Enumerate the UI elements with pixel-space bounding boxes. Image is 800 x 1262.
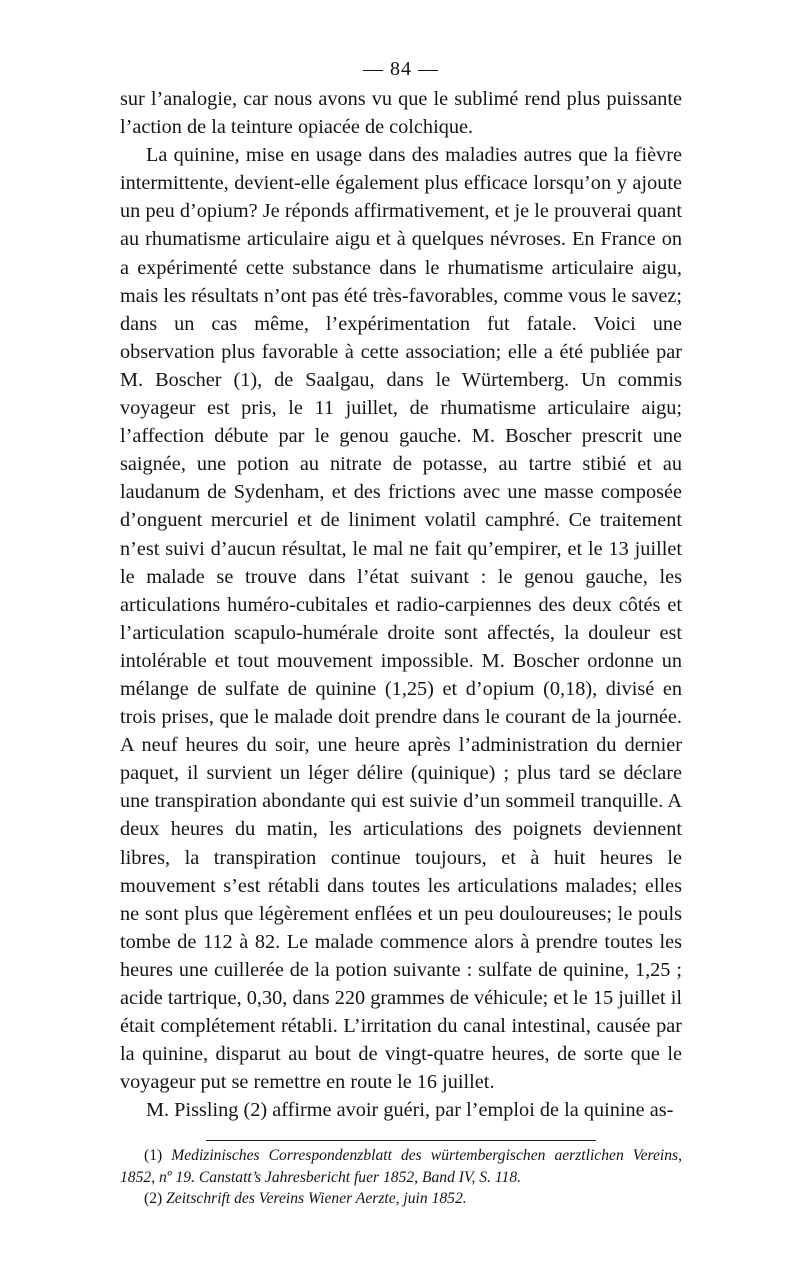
paragraph-pissling: M. Pissling (2) affirme avoir guéri, par l’emploi de la quinine as- bbox=[146, 1099, 674, 1122]
page-number: — 84 — bbox=[363, 58, 439, 80]
paragraph-quinine-opium: La quinine, mise en usage dans des maladies autres que la fièvre intermittente, devient-elle également plus efficace lorsqu’on y ajoute un peu d’opium? Je réponds affirmativement, et je le prouverai quant au rhumatisme articulaire aigu et à quelques névroses. En France on a expérimenté cette substance dans le rhumatisme articulaire aigu, mais les résultats n’ont pas été très-favorables, comme vous le savez; dans un cas même, l’expérimentation fut fatale. Voici une observation plus favorable à cette association; elle a été publiée par M. Boscher (1), de Saalgau, dans le Würtemberg. Un commis voyageur est pris, le 11 juillet, de rhumatisme articulaire aigu; l’affection débute par le genou gauche. M. Boscher prescrit une saignée, une potion au nitrate de potasse, au tartre stibié et au laudanum de Sydenham, et des frictions avec une masse composée d’onguent mercuriel et de liniment volatil camphré. Ce traitement n’est suivi d’aucun résultat, le mal ne fait qu’empirer, et le 13 juillet le malade se trouve dans l’état suivant : le genou gauche, les articulations huméro-cubitales et radio-carpiennes des deux côtés et l’articulation scapulo-humérale droite sont affectés, la douleur est intolérable et tout mouvement impossible. M. Boscher ordonne un mélange de sulfate de quinine (1,25) et d’opium (0,18), divisé en trois prises, que le malade doit prendre dans le courant de la journée. A neuf heures du soir, une heure après l’administration du dernier paquet, il survient un léger délire (quinique) ; plus tard se déclare une transpiration abondante qui est suivie d’un sommeil tranquille. A deux heures du matin, les articulations des poignets deviennent libres, la transpiration continue toujours, et à huit heures le mouvement s’est rétabli dans toutes les articulations malades; elles ne sont plus que légèrement enflées et un peu douloureuses; le pouls tombe de 112 à 82. Le malade commence alors à prendre toutes les heures une cuillerée de la potion suivante : sulfate de quinine, 1,25 ; acide tartrique, 0,30, dans 220 grammes de véhicule; et le 15 juillet il était complétement rétabli. L’irritation du canal intestinal, causée par la quinine, disparut au bout de vingt-quatre heures, de sorte que le voyageur put se remettre en route le 16 juillet. bbox=[120, 144, 682, 1094]
book-page bbox=[120, 58, 682, 1210]
footnote-text: Medizinisches Correspondenzblatt des würtembergischen aerztlichen Vereins, 1852, nº 19. Canstatt’s Jahresbericht fuer 1852, Band IV, S. 118. bbox=[120, 1147, 682, 1186]
paragraph-continuation: sur l’analogie, car nous avons vu que le sublimé rend plus puissante l’action de la teinture opiacée de colchique. bbox=[120, 88, 682, 139]
footnote-2 bbox=[120, 1188, 682, 1210]
footnote-marker: (1) bbox=[144, 1147, 163, 1165]
footnote-text: Zeitschrift des Vereins Wiener Aerzte, juin 1852. bbox=[166, 1190, 467, 1208]
footnote-marker: (2) bbox=[144, 1190, 163, 1208]
footnote-1 bbox=[120, 1145, 682, 1188]
footnote-divider bbox=[206, 1140, 596, 1141]
